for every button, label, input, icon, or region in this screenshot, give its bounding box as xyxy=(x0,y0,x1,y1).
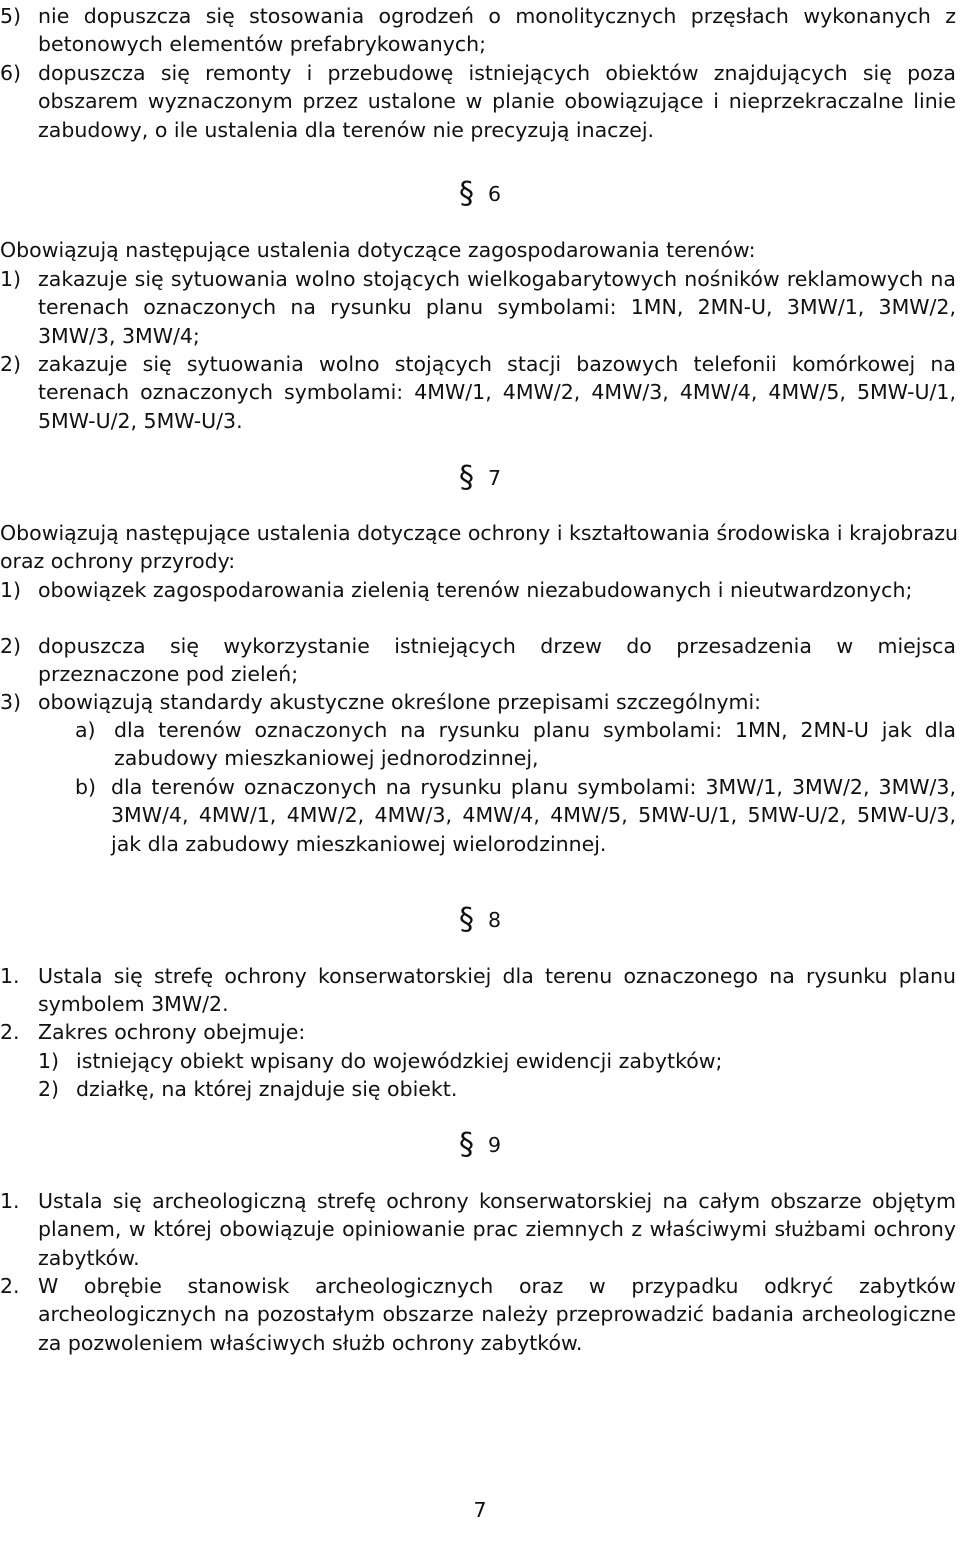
sub-item-letter: a) xyxy=(75,718,96,742)
section-number: 7 xyxy=(487,466,502,490)
list-item-text: obowiązują standardy akustyczne określone przepisami szczególnymi: xyxy=(38,690,762,714)
list-item-number: 2) xyxy=(0,634,22,658)
list-item-number: 1) xyxy=(0,267,22,291)
paragraph-number: 1. xyxy=(0,1189,20,1213)
section-sign: § xyxy=(458,902,474,937)
sub-item-text: dla terenów oznaczonych na rysunku planu symbolami: 1MN, 2MN-U jak dla zabudowy mieszkaniowej jednorodzinnej, xyxy=(114,718,956,771)
list-item-number: 1) xyxy=(38,1049,60,1073)
section-lead: Obowiązują następujące ustalenia dotyczące zagospodarowania terenów: xyxy=(0,238,756,262)
paragraph-number: 2. xyxy=(0,1274,20,1298)
list-item-text: działkę, na której znajduje się obiekt. xyxy=(76,1077,458,1101)
section-heading-7 xyxy=(0,460,960,495)
paragraph-text: Zakres ochrony obejmuje: xyxy=(38,1020,306,1044)
paragraph-number: 2. xyxy=(0,1020,20,1044)
section-lead: Obowiązują następujące ustalenia dotyczące ochrony i kształtowania środowiska i krajobrazu oraz ochrony przyrody: xyxy=(0,521,959,574)
section-heading-8 xyxy=(0,902,960,937)
paragraph-text: W obrębie stanowisk archeologicznych oraz w przypadku odkryć zabytków archeologicznych na pozostałym obszarze należy przeprowadzić badania archeologiczne za pozwoleniem właściwych służb ochrony zabytków. xyxy=(38,1274,956,1355)
section-heading-6 xyxy=(0,176,960,211)
list-item-text: istniejący obiekt wpisany do wojewódzkiej ewidencji zabytków; xyxy=(76,1049,723,1073)
section-sign: § xyxy=(458,176,474,211)
list-item-number: 1) xyxy=(0,578,22,602)
list-item-text: dopuszcza się remonty i przebudowę istniejących obiektów znajdujących się poza obszarem wyznaczonym przez ustalone w planie obowiązujące i nieprzekraczalne linie zabudowy, o ile ustalenia dla terenów nie precyzują inaczej. xyxy=(38,61,956,142)
list-item-text: obowiązek zagospodarowania zielenią terenów niezabudowanych i nieutwardzonych; xyxy=(38,578,913,602)
list-item-number: 2) xyxy=(38,1077,60,1101)
list-item-number: 3) xyxy=(0,690,22,714)
page-number: 7 xyxy=(473,1498,487,1522)
list-item-number: 2) xyxy=(0,352,22,376)
list-item-text: zakazuje się sytuowania wolno stojących stacji bazowych telefonii komórkowej na terenach oznaczonych symbolami: 4MW/1, 4MW/2, 4MW/3, 4MW/4, 4MW/5, 5MW-U/1, 5MW-U/2, 5MW-U/3. xyxy=(38,352,956,433)
list-item-number: 5) xyxy=(0,4,22,28)
sub-item-letter: b) xyxy=(75,775,97,799)
section-sign: § xyxy=(458,1127,474,1162)
list-item-text: dopuszcza się wykorzystanie istniejących drzew do przesadzenia w miejsca przeznaczone pod zieleń; xyxy=(38,634,956,687)
list-item-number: 6) xyxy=(0,61,22,85)
paragraph-number: 1. xyxy=(0,964,20,988)
paragraph-text: Ustala się archeologiczną strefę ochrony konserwatorskiej na całym obszarze objętym planem, w której obowiązuje opiniowanie prac ziemnych z właściwymi służbami ochrony zabytków. xyxy=(38,1189,956,1270)
section-number: 6 xyxy=(487,182,502,206)
paragraph-text: Ustala się strefę ochrony konserwatorskiej dla terenu oznaczonego na rysunku planu symbolem 3MW/2. xyxy=(38,964,956,1017)
list-item-text: zakazuje się sytuowania wolno stojących wielkogabarytowych nośników reklamowych na terenach oznaczonych na rysunku planu symbolami: 1MN, 2MN-U, 3MW/1, 3MW/2, 3MW/3, 3MW/4; xyxy=(38,267,956,348)
section-sign: § xyxy=(458,460,474,495)
section-number: 8 xyxy=(487,908,502,932)
list-item-text: nie dopuszcza się stosowania ogrodzeń o monolitycznych przęsłach wykonanych z betonowych elementów prefabrykowanych; xyxy=(38,4,956,57)
section-heading-9 xyxy=(0,1127,960,1162)
section-number: 9 xyxy=(487,1133,502,1157)
sub-item-text: dla terenów oznaczonych na rysunku planu symbolami: 3MW/1, 3MW/2, 3MW/3, 3MW/4, 4MW/1, 4MW/2, 4MW/3, 4MW/4, 4MW/5, 5MW-U/1, 5MW-U/2, 5MW-U/3, jak dla zabudowy mieszkaniowej wielorodzinnej. xyxy=(111,775,956,856)
